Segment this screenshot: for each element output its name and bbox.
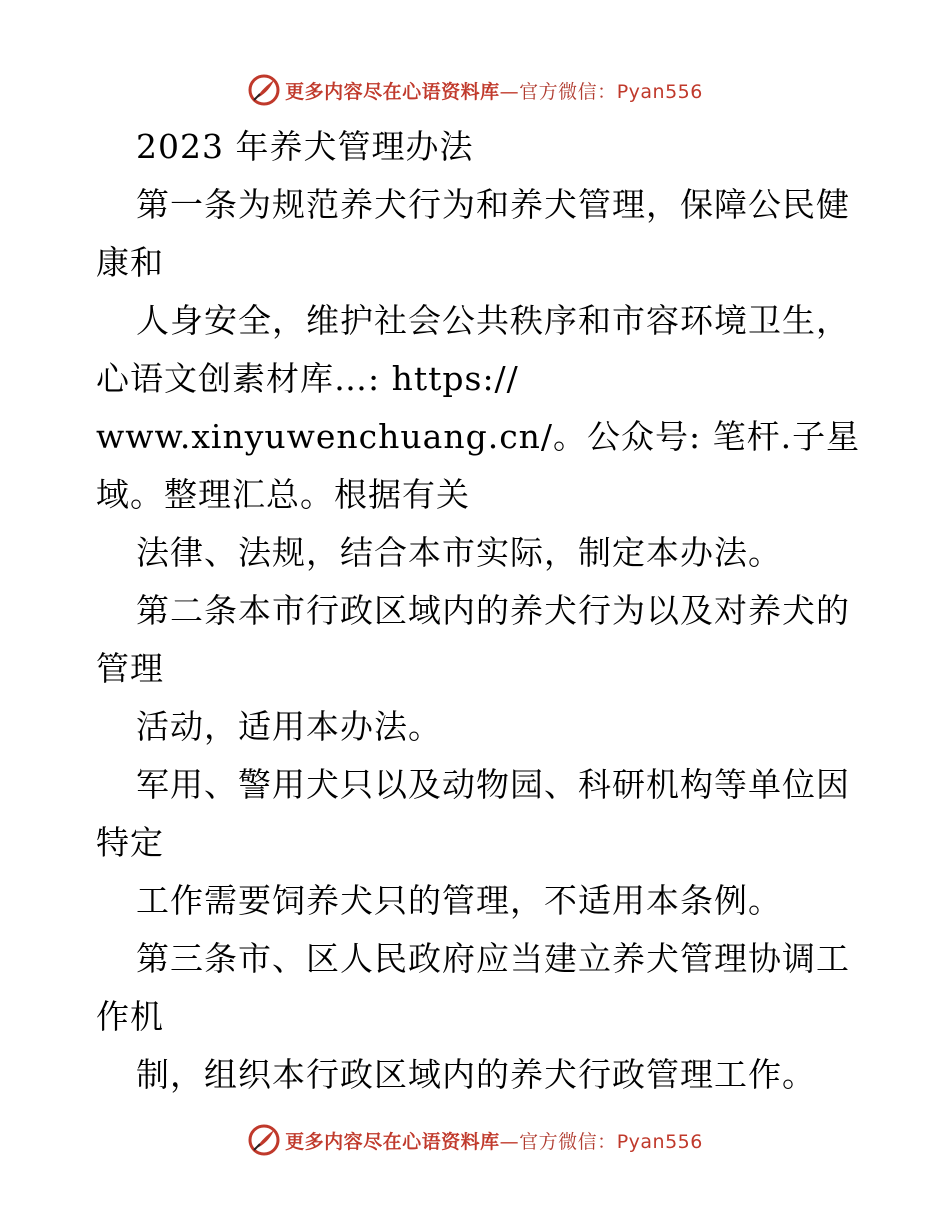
paragraph-line: 军用、警用犬只以及动物园、科研机构等单位因 <box>136 765 850 804</box>
paragraph-line: 康和 <box>96 243 164 282</box>
paragraph-line: 工作需要饲养犬只的管理，不适用本条例。 <box>136 881 782 920</box>
paragraph-line: 第二条本市行政区域内的养犬行为以及对养犬的 <box>136 591 850 630</box>
header-watermark <box>0 70 950 110</box>
feather-logo-icon <box>247 73 281 107</box>
watermark-separator: — <box>499 80 520 103</box>
document-title: 2023 年养犬管理办法 <box>136 127 474 166</box>
paragraph-line: 法律、法规，结合本市实际，制定本办法。 <box>136 533 782 572</box>
paragraph-line: 作机 <box>96 997 164 1036</box>
watermark-separator: — <box>499 1130 520 1153</box>
paragraph-line: 心语文创素材库…: https:// <box>96 359 519 398</box>
watermark-brand-text: 更多内容尽在心语资料库 <box>285 80 500 103</box>
paragraph-line: 第一条为规范养犬行为和养犬管理，保障公民健 <box>136 185 850 224</box>
paragraph-line: 管理 <box>96 649 164 688</box>
paragraph-line: 制，组织本行政区域内的养犬行政管理工作。 <box>136 1055 816 1094</box>
footer-watermark <box>0 1120 950 1160</box>
paragraph-line: 第三条市、区人民政府应当建立养犬管理协调工 <box>136 939 850 978</box>
watermark-contact-handle: Pyan556 <box>616 80 703 103</box>
watermark-contact-label: 官方微信： <box>519 80 617 103</box>
watermark-brand-text: 更多内容尽在心语资料库 <box>285 1130 500 1153</box>
paragraph-line: 活动，适用本办法。 <box>136 707 442 746</box>
watermark-contact-handle: Pyan556 <box>616 1130 703 1153</box>
paragraph-line: 人身安全，维护社会公共秩序和市容环境卫生， <box>136 301 850 340</box>
paragraph-line: www.xinyuwenchuang.cn/。公众号: 笔杆.子星 <box>96 417 861 456</box>
watermark-contact-label: 官方微信： <box>519 1130 617 1153</box>
paragraph-line: 域。整理汇总。根据有关 <box>96 475 470 514</box>
document-body <box>96 118 876 1104</box>
paragraph-line: 特定 <box>96 823 164 862</box>
feather-logo-icon <box>247 1123 281 1157</box>
